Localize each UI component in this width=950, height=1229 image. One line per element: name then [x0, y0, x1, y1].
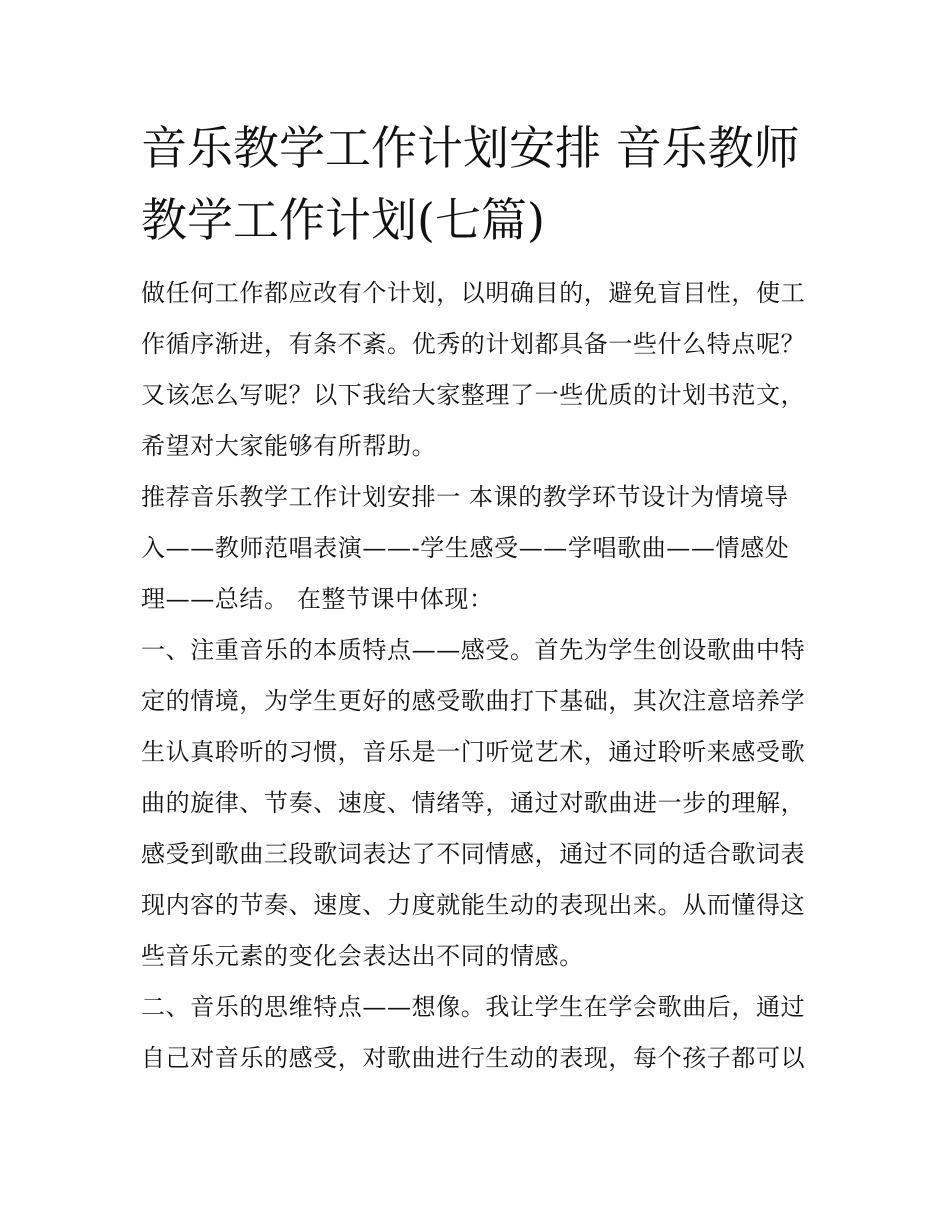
document-content [141, 112, 811, 1084]
recommendation-paragraph: 推荐音乐教学工作计划安排一 本课的教学环节设计为情境导入——教师范唱表演——-学生感受——学唱歌曲——情感处理——总结。 在整节课中体现： [141, 483, 790, 613]
point-two-paragraph: 二、音乐的思维特点——想像。我让学生在学会歌曲后，通过自己对音乐的感受，对歌曲进行生动的表现，每个孩子都可以 [141, 993, 806, 1072]
intro-paragraph: 做任何工作都应改有个计划，以明确目的，避免盲目性，使工作循序渐进，有条不紊。优秀的计划都具备一些什么特点呢？又该怎么写呢？以下我给大家整理了一些优质的计划书范文，希望对大家能够有所帮助。 [141, 279, 806, 460]
point-one-paragraph: 一、注重音乐的本质特点——感受。首先为学生创设歌曲中特定的情境，为学生更好的感受歌曲打下基础，其次注意培养学生认真聆听的习惯，音乐是一门听觉艺术，通过聆听来感受歌曲的旋律、节奏、速度、情绪等，通过对歌曲进一步的理解，感受到歌曲三段歌词表达了不同情感，通过不同的适合歌词表现内容的节奏、速度、力度就能生动的表现出来。从而懂得这些音乐元素的变化会表达出不同的情感。 [141, 636, 806, 970]
document-body [141, 268, 811, 1084]
document-title: 音乐教学工作计划安排 音乐教师教学工作计划(七篇) [141, 121, 800, 247]
